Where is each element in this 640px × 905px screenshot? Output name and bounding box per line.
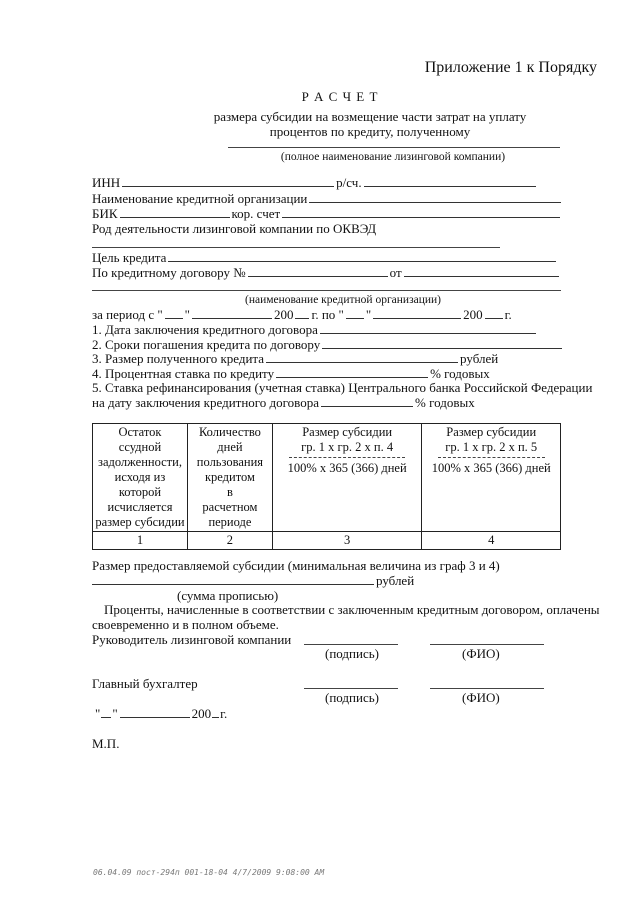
subsidy-label: Размер предоставляемой субсидии (минимальная величина из граф 3 и 4) (92, 558, 500, 573)
account-field (364, 175, 536, 187)
stamp-label: М.П. (92, 736, 120, 751)
corr-account-label: кор. счет (231, 206, 281, 221)
from-label: от (389, 265, 402, 280)
quote: " (365, 307, 372, 322)
purpose-row (92, 250, 558, 265)
item-5-cont (92, 395, 475, 410)
item-2 (92, 337, 564, 352)
bik-row (92, 206, 562, 221)
month-from-field (192, 307, 272, 319)
period-row (92, 307, 512, 322)
bank-caption: (наименование кредитной организации) (244, 294, 442, 306)
month-to-field (373, 307, 461, 319)
year-field (212, 706, 219, 718)
period-to-label: г. по " (311, 307, 344, 322)
unit-label: рублей (376, 573, 415, 588)
document-title: Р А С Ч Е Т (301, 89, 379, 104)
day-to-field (346, 307, 364, 319)
bank-name-field (309, 191, 561, 203)
year-to-field (485, 307, 503, 319)
table-header-row (93, 424, 561, 532)
purpose-field (168, 250, 556, 262)
item-3 (92, 351, 498, 366)
item-field (266, 351, 458, 363)
bank-name-row (92, 191, 563, 206)
head-name-line (430, 644, 544, 645)
table-number-row (93, 532, 561, 550)
signature-caption: (подпись) (325, 646, 379, 661)
subtitle-line-2: процентов по кредиту, полученному (269, 124, 471, 139)
day-from-field (165, 307, 183, 319)
head-signature-line (304, 644, 398, 645)
contract-row (92, 265, 561, 280)
item-5: 5. Ставка рефинансирования (учетная ставка) Центрального банка Российской Федерации (92, 380, 593, 395)
year-suffix: г. (220, 706, 228, 721)
inn-field (122, 175, 334, 187)
okved-label: Род деятельности лизинговой компании по ОКВЭД (92, 221, 377, 236)
header-balance: Остаток ссудной задолженности, исходя из которой исчисляется размер субсидии (93, 424, 188, 532)
contract-label: По кредитному договору № (92, 265, 246, 280)
item-field (322, 337, 562, 349)
footer-meta: 06.04.09 пост-294п 001-18-04 4/7/2009 9:08:00 AM (93, 868, 325, 877)
item-label: на дату заключения кредитного договора (92, 395, 319, 410)
day-field (101, 706, 111, 718)
okved-line (92, 247, 500, 248)
date-line (95, 706, 227, 721)
unit-label: рублей (460, 351, 499, 366)
bik-field (120, 206, 230, 218)
col-number: 1 (93, 532, 188, 550)
calculation-table (92, 423, 561, 550)
item-label: 3. Размер полученного кредита (92, 351, 265, 366)
account-label: р/сч. (336, 175, 362, 190)
year-prefix: 200 (191, 706, 212, 721)
item-label: 4. Процентная ставка по кредиту (92, 366, 275, 381)
accountant-signature-line (304, 688, 398, 689)
item-field (276, 366, 428, 378)
contract-date-field (404, 265, 559, 277)
statement-line-2: своевременно и в полном объеме. (92, 617, 279, 632)
company-name-line (228, 147, 560, 148)
item-field (321, 395, 413, 407)
quote: " (184, 307, 190, 322)
item-label: 1. Дата заключения кредитного договора (92, 322, 318, 337)
year-prefix: 200 (273, 307, 294, 322)
inn-row (92, 175, 538, 190)
unit-label: % годовых (415, 395, 475, 410)
item-4 (92, 366, 490, 381)
col-number: 2 (187, 532, 272, 550)
subsidy-sum-field (92, 573, 374, 585)
bik-label: БИК (92, 206, 118, 221)
period-from-label: за период с " (92, 307, 163, 322)
statement-line-1: Проценты, начисленные в соответствии с заключенным кредитным договором, оплачены (104, 602, 600, 617)
header-subsidy-p5: Размер субсидии гр. 1 х гр. 2 х п. 5 100% х 365 (366) дней (422, 424, 561, 532)
item-label: 2. Сроки погашения кредита по договору (92, 337, 321, 352)
corr-account-field (282, 206, 560, 218)
col-number: 3 (272, 532, 422, 550)
year-suffix: г. (504, 307, 512, 322)
signature-caption: (подпись) (325, 690, 379, 705)
company-caption: (полное наименование лизинговой компании) (280, 151, 506, 163)
appendix-label: Приложение 1 к Порядку (424, 59, 597, 76)
name-caption: (ФИО) (462, 646, 500, 661)
unit-label: % годовых (430, 366, 490, 381)
accountant-label: Главный бухгалтер (92, 676, 198, 691)
year-from-field (295, 307, 309, 319)
contract-field (248, 265, 388, 277)
subsidy-sum-row (92, 573, 414, 588)
name-caption: (ФИО) (462, 690, 500, 705)
quote: " (95, 706, 101, 721)
subtitle-line-1: размера субсидии на возмещение части затрат на уплату (213, 109, 527, 124)
inn-label: ИНН (92, 175, 121, 190)
accountant-name-line (430, 688, 544, 689)
bank-name-label: Наименование кредитной организации (92, 191, 308, 206)
col-number: 4 (422, 532, 561, 550)
header-days: Количество дней пользования кредитом в расчетном периоде (187, 424, 272, 532)
item-field (320, 322, 536, 334)
header-subsidy-p4: Размер субсидии гр. 1 х гр. 2 х п. 4 100% х 365 (366) дней (272, 424, 422, 532)
purpose-label: Цель кредита (92, 250, 167, 265)
quote: " (112, 706, 118, 721)
head-label: Руководитель лизинговой компании (92, 632, 292, 647)
sum-caption: (сумма прописью) (177, 588, 279, 603)
item-1 (92, 322, 538, 337)
year-prefix: 200 (463, 307, 483, 322)
bank-name-line (92, 290, 561, 291)
month-field (120, 706, 190, 718)
